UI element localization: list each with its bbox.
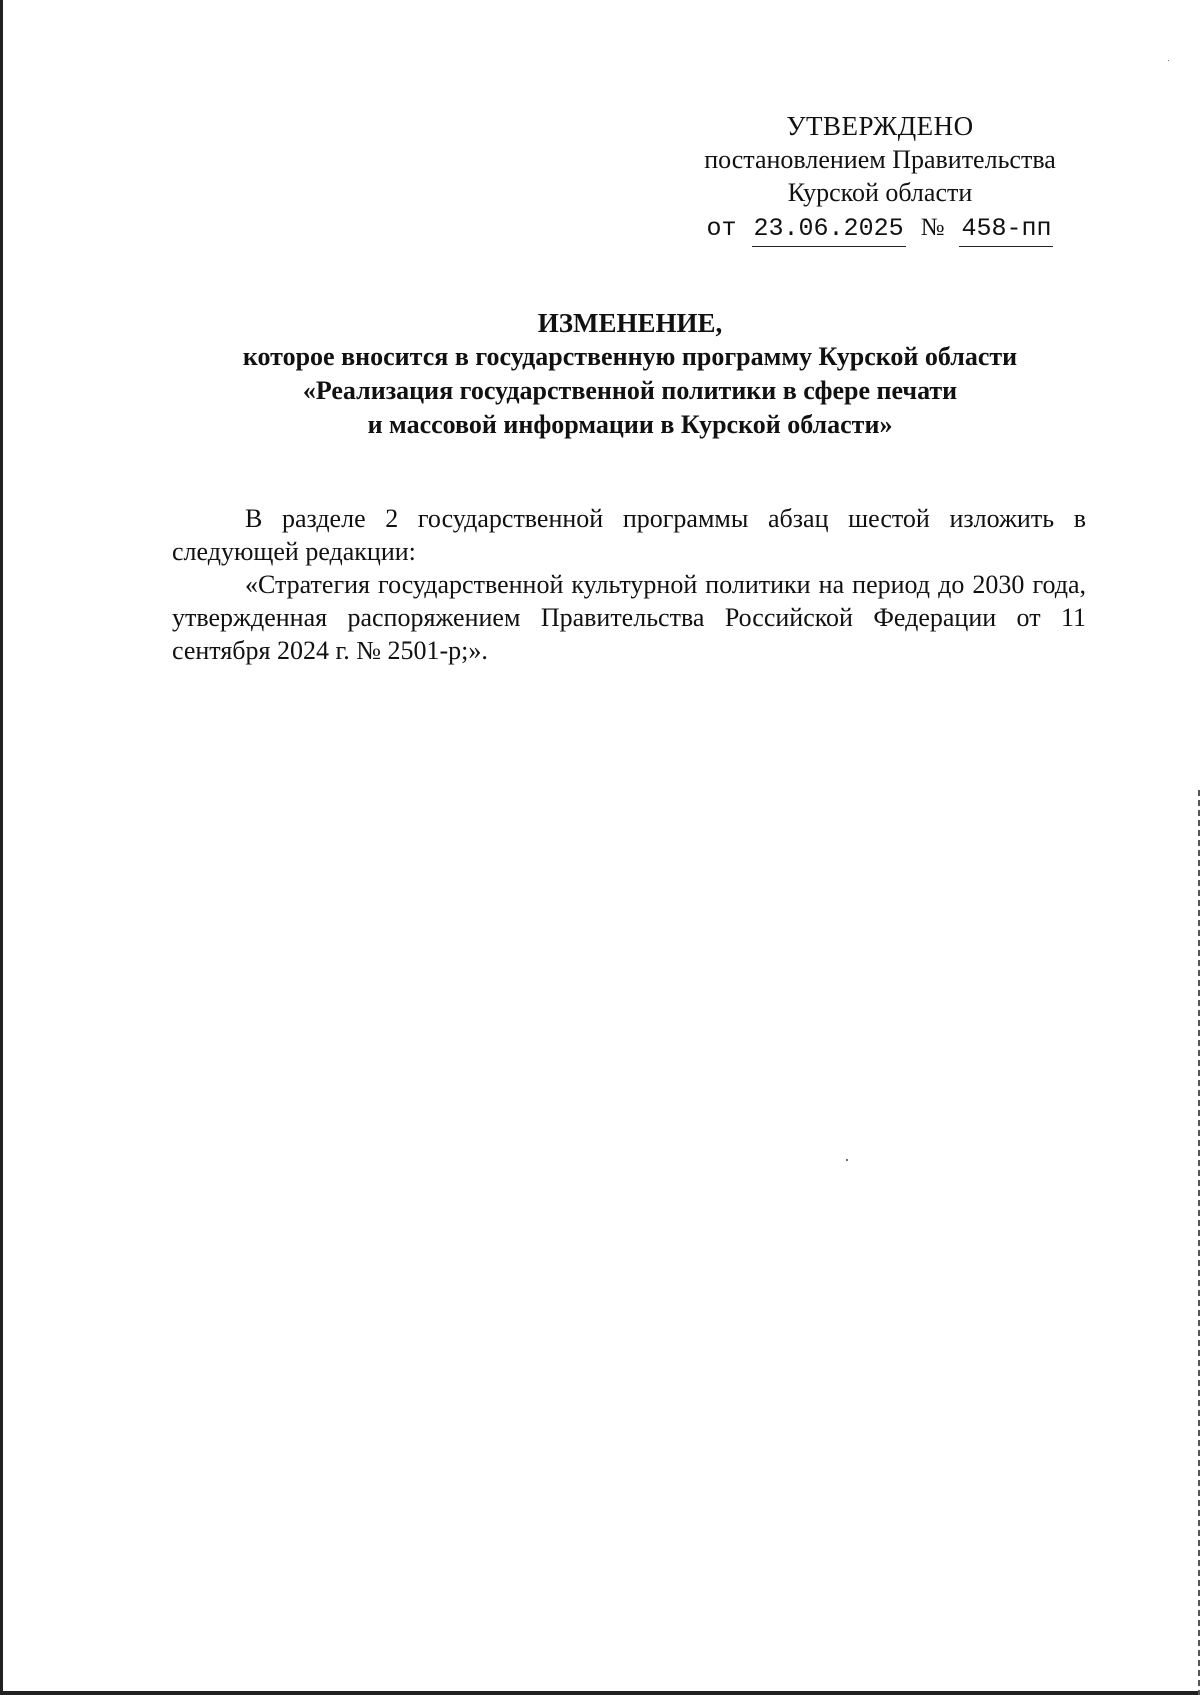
approval-number: 458-пп	[959, 212, 1053, 247]
scan-edge-bottom	[0, 1691, 1200, 1695]
scan-edge-left	[0, 0, 3, 1695]
approval-title: УТВЕРЖДЕНО	[786, 111, 974, 141]
body-paragraph-2: «Стратегия государственной культурной политики на период до 2030 года, утвержденная распоряжением Правительства Российской Федерации от 11 сентября 2024 г. № 2501-р;».	[172, 570, 1086, 665]
heading-title: ИЗМЕНЕНИЕ,	[537, 308, 723, 338]
heading-line-3: «Реализация государственной политики в сфере печати	[302, 376, 958, 405]
approval-region: Курской области	[787, 178, 973, 207]
document-heading	[170, 306, 1090, 442]
scan-speck	[846, 1159, 848, 1161]
body-paragraph-1: В разделе 2 государственной программы абзац шестой изложить в следующей редакции:	[172, 504, 1086, 566]
heading-line-2: которое вносится в государственную программу Курской области	[242, 342, 1018, 371]
approval-block	[660, 110, 1100, 247]
heading-line-4: и массовой информации в Курской области»	[367, 410, 893, 439]
approval-date-line	[660, 211, 1100, 247]
document-body	[172, 502, 1086, 667]
scan-speck	[1168, 60, 1169, 61]
approval-issuer: постановлением Правительства	[704, 145, 1056, 174]
date-prefix: от	[706, 214, 737, 243]
approval-date: 23.06.2025	[752, 212, 906, 247]
number-sign: №	[920, 214, 945, 241]
